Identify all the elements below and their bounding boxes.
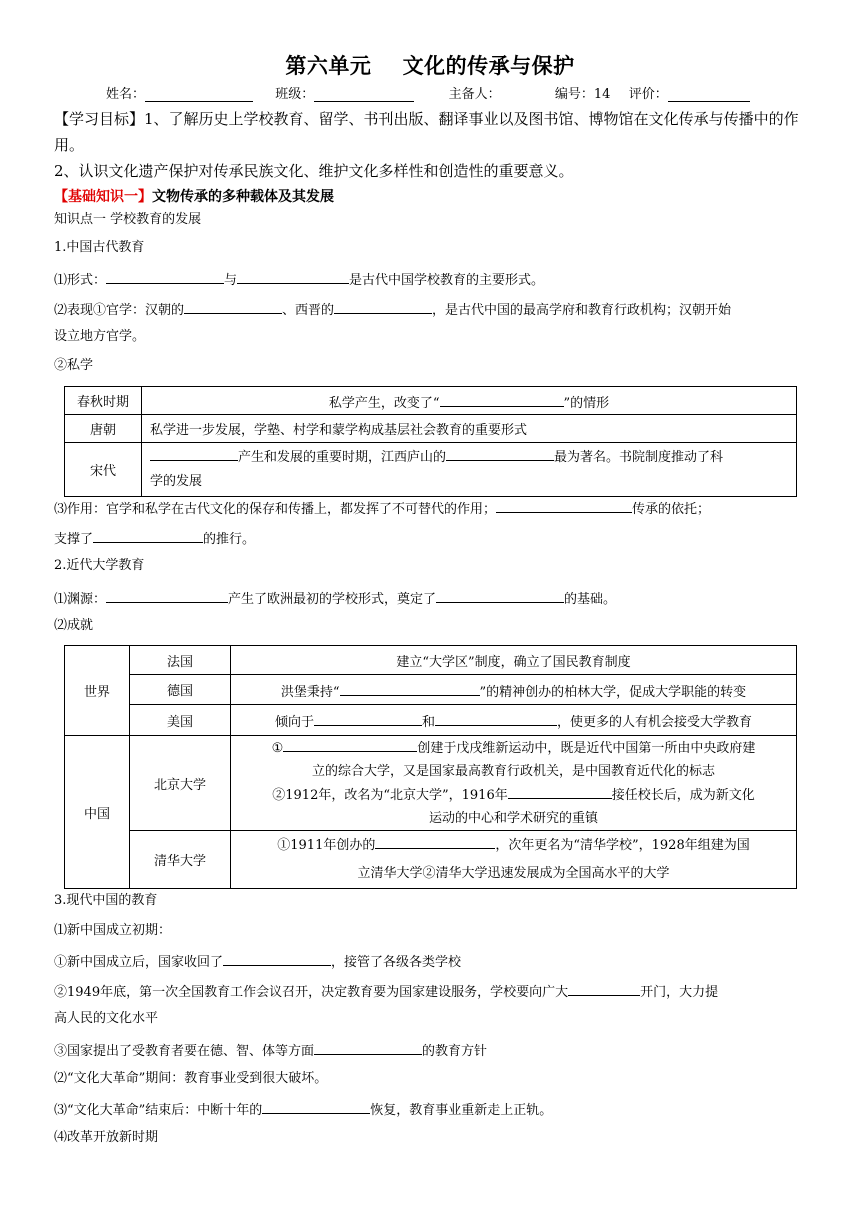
country-cell: 德国 (130, 675, 231, 705)
role-blank-1[interactable] (496, 497, 632, 513)
private-school-table (64, 386, 797, 497)
origin-text-b: 产生了欧洲最初的学校形式，奠定了 (228, 592, 437, 607)
after-revolution-line (54, 1098, 552, 1121)
heading-modern-university: 2.近代大学教育 (54, 558, 145, 573)
country-cell: 北京大学 (130, 736, 231, 831)
content-cell: 私学进一步发展，学塾、村学和蒙学构成基层社会教育的重要形式 (142, 415, 797, 443)
objective-1: 1、了解历史上学校教育、留学、书刊出版、翻译事业以及图书馆、博物馆在文化传承与传播中的作用。 (54, 110, 799, 154)
table-row (65, 736, 797, 831)
pku-text-3b: 接任校长后，成为新文化 (611, 788, 755, 803)
table-row (65, 443, 797, 497)
e1-text-a: ①新中国成立后，国家收回了 (54, 955, 224, 970)
rating-blank[interactable] (668, 87, 750, 102)
form-line (54, 268, 544, 291)
role-text-a: ⑶作用：官学和私学在古代文化的保存和传播上，都发挥了不可替代的作用； (54, 502, 497, 517)
e3-text-b: 的教育方针 (422, 1044, 488, 1059)
pku-text-1b: 创建于戊戌维新运动中，既是近代中国第一所由中央政府建 (417, 741, 756, 756)
r3-text-c: 学的发展 (150, 474, 203, 489)
table-row (65, 675, 797, 705)
origin-blank-2[interactable] (436, 587, 564, 603)
country-cell: 清华大学 (130, 831, 231, 889)
page-title: 第六单元 文化的传承与保护 (285, 53, 575, 78)
class-blank[interactable] (314, 87, 414, 102)
early-item-1 (54, 950, 461, 973)
preparer-label: 主备人： (448, 87, 501, 102)
early-period-label: ⑴新中国成立初期： (54, 923, 172, 938)
region-cell: 中国 (65, 736, 130, 889)
objectives-label: 【学习目标】 (54, 110, 145, 128)
content-cell (142, 443, 797, 497)
form-text-c: 是古代中国学校教育的主要形式。 (349, 273, 545, 288)
country-cell: 美国 (130, 705, 231, 736)
form-text-a: ⑴形式： (54, 273, 107, 288)
pku-text-2: 立的综合大学，又是国家最高教育行政机关，是中国教育近代化的标志 (311, 764, 715, 779)
origin-text-a: ⑴渊源： (54, 592, 107, 607)
era-cell: 宋代 (65, 443, 142, 497)
region-cell: 世界 (65, 646, 130, 736)
thu-blank[interactable] (375, 833, 495, 849)
era-cell: 春秋时期 (65, 387, 142, 415)
e3-text-a: ③国家提出了受教育者要在德、智、体等方面 (54, 1044, 315, 1059)
name-label: 姓名： (106, 87, 146, 102)
section-label: 【基础知识一】 (54, 189, 152, 205)
e3-blank[interactable] (314, 1039, 422, 1055)
origin-line (54, 587, 616, 610)
table-row (65, 705, 797, 736)
germany-blank[interactable] (340, 680, 480, 696)
content-cell (142, 387, 797, 415)
form-text-b: 与 (224, 273, 238, 288)
after-text-b: 恢复，教育事业重新走上正轨。 (370, 1103, 553, 1118)
section-title: 文物传承的多种载体及其发展 (152, 189, 334, 205)
role-text-c: 支撑了 (54, 532, 94, 547)
e2-blank[interactable] (568, 980, 640, 996)
usa-blank-1[interactable] (314, 710, 422, 726)
perf-text-b: 、西晋的 (282, 303, 335, 318)
r3-blank-2[interactable] (446, 445, 554, 461)
after-text-a: ⑶“文化大革命”结束后：中断十年的 (54, 1103, 263, 1118)
pku-text-4: 运动的中心和学术研究的重镇 (428, 811, 598, 826)
content-cell (231, 831, 797, 889)
pku-blank-1[interactable] (283, 736, 417, 752)
name-blank[interactable] (145, 87, 253, 102)
table-row (65, 831, 797, 889)
germany-text-a: 洪堡秉持“ (280, 684, 340, 700)
section-heading (54, 186, 334, 206)
pku-blank-2[interactable] (508, 783, 612, 799)
perf-blank-1[interactable] (184, 298, 282, 314)
usa-text-a: 倾向于 (274, 715, 314, 730)
role-text-d: 的推行。 (203, 532, 256, 547)
private-school-label: ②私学 (54, 358, 94, 373)
objective-2: 2、认识文化遗产保护对传承民族文化、维护文化多样性和创造性的重要意义。 (54, 162, 574, 180)
heading-ancient-education: 1.中国古代教育 (54, 240, 145, 255)
rating-label: 评价： (628, 87, 668, 102)
r3-text-a: 产生和发展的重要时期，江西庐山的 (238, 450, 447, 465)
origin-blank-1[interactable] (106, 587, 228, 603)
role-blank-2[interactable] (93, 527, 203, 543)
early-item-3 (54, 1039, 487, 1062)
after-blank[interactable] (262, 1098, 370, 1114)
pku-text-1a: ① (271, 741, 284, 756)
e1-text-b: ，接管了各级各类学校 (331, 955, 462, 970)
r1-blank[interactable] (440, 391, 564, 407)
usa-blank-2[interactable] (435, 710, 557, 726)
country-cell: 法国 (130, 646, 231, 675)
perf-text-a: ⑵表现①官学：汉朝的 (54, 303, 185, 318)
form-blank-1[interactable] (106, 268, 224, 284)
learning-objectives (54, 106, 814, 158)
e2-text-b: 开门，大力提 (640, 985, 719, 1000)
e1-blank[interactable] (223, 950, 331, 966)
content-cell: 建立“大学区”制度，确立了国民教育制度 (231, 646, 797, 675)
heading-current-education: 3.现代中国的教育 (54, 893, 158, 908)
origin-text-c: 的基础。 (564, 592, 617, 607)
role-text-b: 传承的依托； (632, 502, 711, 517)
table-row (65, 387, 797, 415)
pku-text-3a: ②1912年，改名为“北京大学”，1916年 (272, 788, 508, 803)
role-line-1 (54, 497, 710, 520)
knowledge-point-1: 知识点一 学校教育的发展 (54, 212, 202, 227)
era-cell: 唐朝 (65, 415, 142, 443)
class-label: 班级： (275, 87, 315, 102)
r3-text-b: 最为著名。书院制度推动了科 (554, 450, 724, 465)
r1-text-a: 私学产生，改变了“ (328, 395, 440, 411)
perf-blank-2[interactable] (334, 298, 432, 314)
form-blank-2[interactable] (237, 268, 349, 284)
reform-period-label: ⑷改革开放新时期 (54, 1130, 159, 1145)
usa-text-c: ，使更多的人有机会接受大学教育 (557, 715, 753, 730)
performance-line-1 (54, 298, 731, 321)
usa-text-b: 和 (421, 715, 435, 730)
early-item-2-cont: 高人民的文化水平 (54, 1011, 159, 1026)
achievement-label: ⑵成就 (54, 618, 94, 633)
content-cell (231, 675, 797, 705)
germany-text-b: ”的精神创办的柏林大学，促成大学职能的转变 (479, 684, 747, 700)
role-line-2 (54, 527, 255, 550)
thu-text-1a: ①1911年创办的 (277, 837, 376, 853)
university-table (64, 645, 797, 889)
r1-text-b: ”的情形 (563, 395, 610, 411)
perf-text-c: ，是古代中国的最高学府和教育行政机构；汉朝开始 (432, 303, 732, 318)
cultural-revolution-line: ⑵“文化大革命”期间：教育事业受到很大破坏。 (54, 1071, 328, 1086)
thu-text-2: 立清华大学②清华大学迅速发展成为全国高水平的大学 (357, 865, 670, 881)
early-item-2 (54, 980, 718, 1003)
header-fields (106, 83, 750, 102)
table-row (65, 646, 797, 675)
r3-blank-1[interactable] (150, 445, 238, 461)
e2-text-a: ②1949年底，第一次全国教育工作会议召开，决定教育要为国家建设服务，学校要向广大 (54, 985, 569, 1000)
thu-text-1b: ，次年更名为“清华学校”，1928年组建为国 (495, 837, 750, 853)
number-label: 编号：14 (554, 87, 611, 102)
content-cell (231, 705, 797, 736)
content-cell (231, 736, 797, 831)
table-row (65, 415, 797, 443)
performance-line-2: 设立地方官学。 (54, 329, 146, 344)
